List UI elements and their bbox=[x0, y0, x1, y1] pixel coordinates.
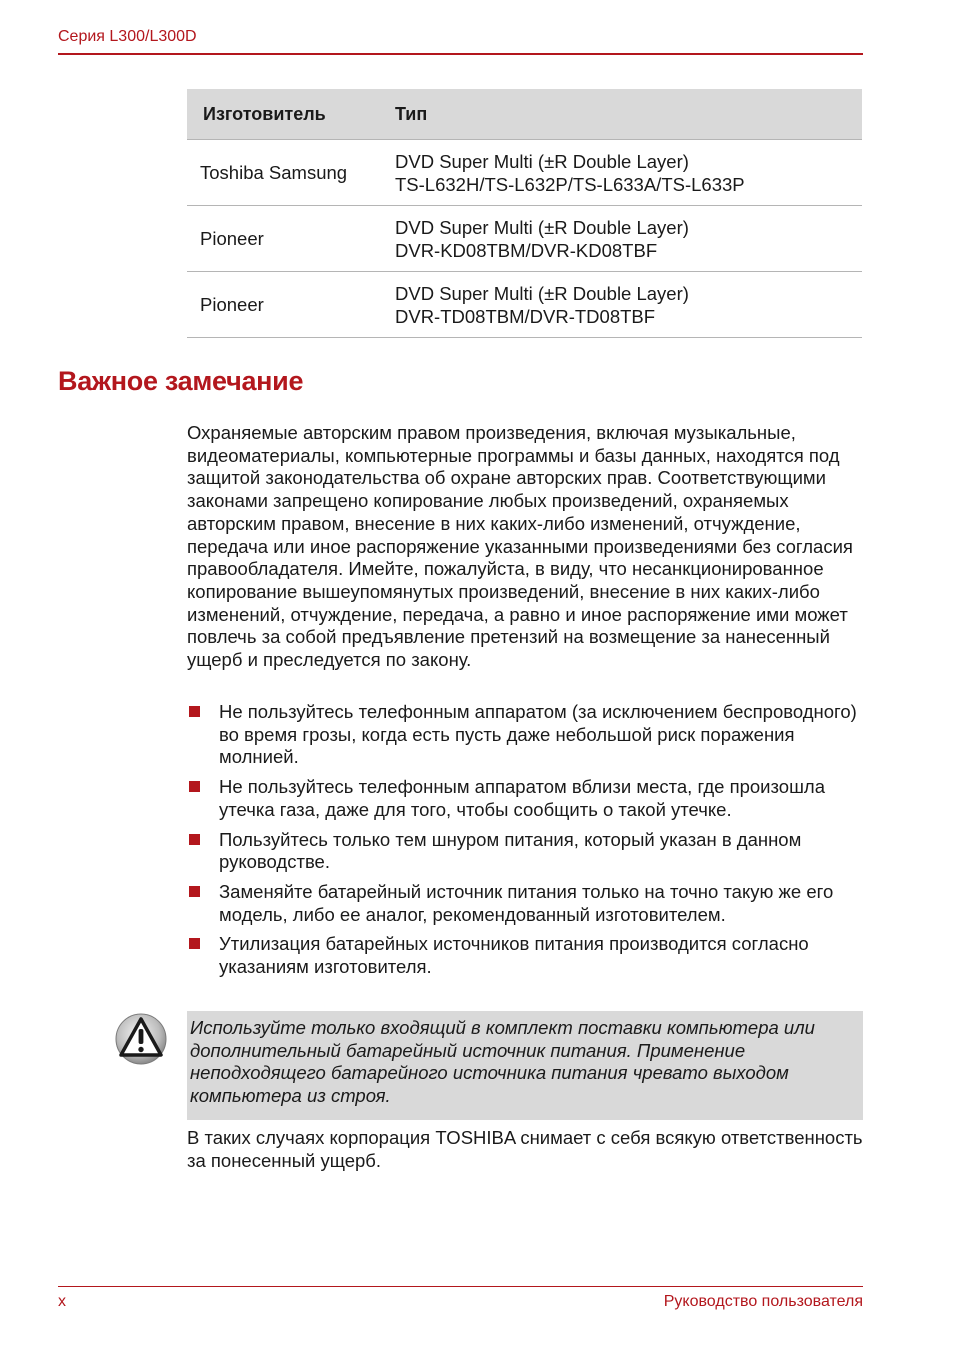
table-cell-maker: Pioneer bbox=[187, 272, 385, 338]
bullet-square-icon bbox=[189, 706, 200, 717]
list-item-text: Не пользуйтесь телефонным аппаратом вблизи места, где произошла утечка газа, даже для того, чтобы сообщить о такой утечке. bbox=[219, 776, 826, 820]
table-cell-maker: Pioneer bbox=[187, 206, 385, 272]
header-rule bbox=[58, 53, 863, 55]
warning-triangle-icon bbox=[114, 1012, 168, 1066]
list-item-text: Утилизация батарейных источников питания производится согласно указаниям изготовителя. bbox=[219, 933, 809, 978]
list-item bbox=[187, 776, 867, 821]
warning-box bbox=[187, 1011, 863, 1120]
footer-title: Руководство пользователя bbox=[663, 1293, 863, 1310]
column-header-maker: Изготовитель bbox=[187, 89, 385, 140]
table-row bbox=[187, 206, 862, 272]
list-item-text: Заменяйте батарейный источник питания только на точно такую же его модель, либо ее аналог, рекомендованный изготовителем. bbox=[219, 880, 834, 925]
table-cell-maker: Toshiba Samsung bbox=[187, 140, 385, 206]
list-item bbox=[187, 881, 867, 926]
safety-list bbox=[187, 701, 867, 986]
column-header-type: Тип bbox=[385, 89, 862, 140]
bullet-square-icon bbox=[189, 938, 200, 949]
type-model: TS-L632H/TS-L632P/TS-L633A/TS-L633P bbox=[395, 173, 745, 195]
bullet-square-icon bbox=[189, 886, 200, 897]
table-header-row bbox=[187, 89, 862, 140]
type-line: DVD Super Multi (±R Double Layer) bbox=[395, 150, 689, 172]
table-cell-type bbox=[385, 206, 862, 272]
type-model: DVR-KD08TBM/DVR-KD08TBF bbox=[395, 239, 658, 261]
list-item-text: Пользуйтесь только тем шнуром питания, который указан в данном руководстве. bbox=[219, 828, 802, 873]
footer-rule bbox=[58, 1286, 863, 1287]
list-item bbox=[187, 701, 867, 769]
type-line: DVD Super Multi (±R Double Layer) bbox=[395, 216, 689, 238]
copyright-paragraph: Охраняемые авторским правом произведения, включая музыкальные, видеоматериалы, компьютерные программы и базы данных, находятся под защитой законодательства об охране авторских прав. Соответствующими законами запрещено копирование любых произведений, охраняемых авторским правом, внесение в них каких-либо изменений, отчуждение, передача или иное распоряжение указанными произведениями без согласия правообладателя. Имейте, пожалуйста, в виду, что несанкционированное копирование вышеупомянутых произведений, внесение в них каких-либо изменений, отчуждение, передача, а равно и иное распоряжение ими может повлечь за собой предъявление претензий на возмещение за нанесенный ущерб и преследуется по закону. bbox=[187, 422, 853, 671]
list-item bbox=[187, 829, 867, 874]
table-row bbox=[187, 140, 862, 206]
list-item-text: Не пользуйтесь телефонным аппаратом (за исключением беспроводного) во время грозы, когда есть пусть даже небольшой риск поражения молнией. bbox=[219, 701, 857, 768]
bullet-square-icon bbox=[189, 834, 200, 845]
drive-table bbox=[187, 89, 862, 338]
running-header: Серия L300/L300D bbox=[58, 28, 197, 45]
table-cell-type bbox=[385, 140, 862, 206]
section-title: Важное замечание bbox=[58, 366, 304, 396]
closing-paragraph: В таких случаях корпорация TOSHIBA снимает с себя всякую ответственность за понесенный ущерб. bbox=[187, 1127, 863, 1171]
page-number: x bbox=[58, 1293, 66, 1310]
table-row bbox=[187, 272, 862, 338]
table-cell-type bbox=[385, 272, 862, 338]
type-line: DVD Super Multi (±R Double Layer) bbox=[395, 282, 689, 304]
warning-text: Используйте только входящий в комплект поставки компьютера или дополнительный батарейный источник питания. Применение неподходящего батарейного источника питания чревато выходом компьютера из строя. bbox=[190, 1017, 815, 1107]
list-item bbox=[187, 933, 867, 978]
bullet-square-icon bbox=[189, 781, 200, 792]
type-model: DVR-TD08TBM/DVR-TD08TBF bbox=[395, 305, 656, 327]
